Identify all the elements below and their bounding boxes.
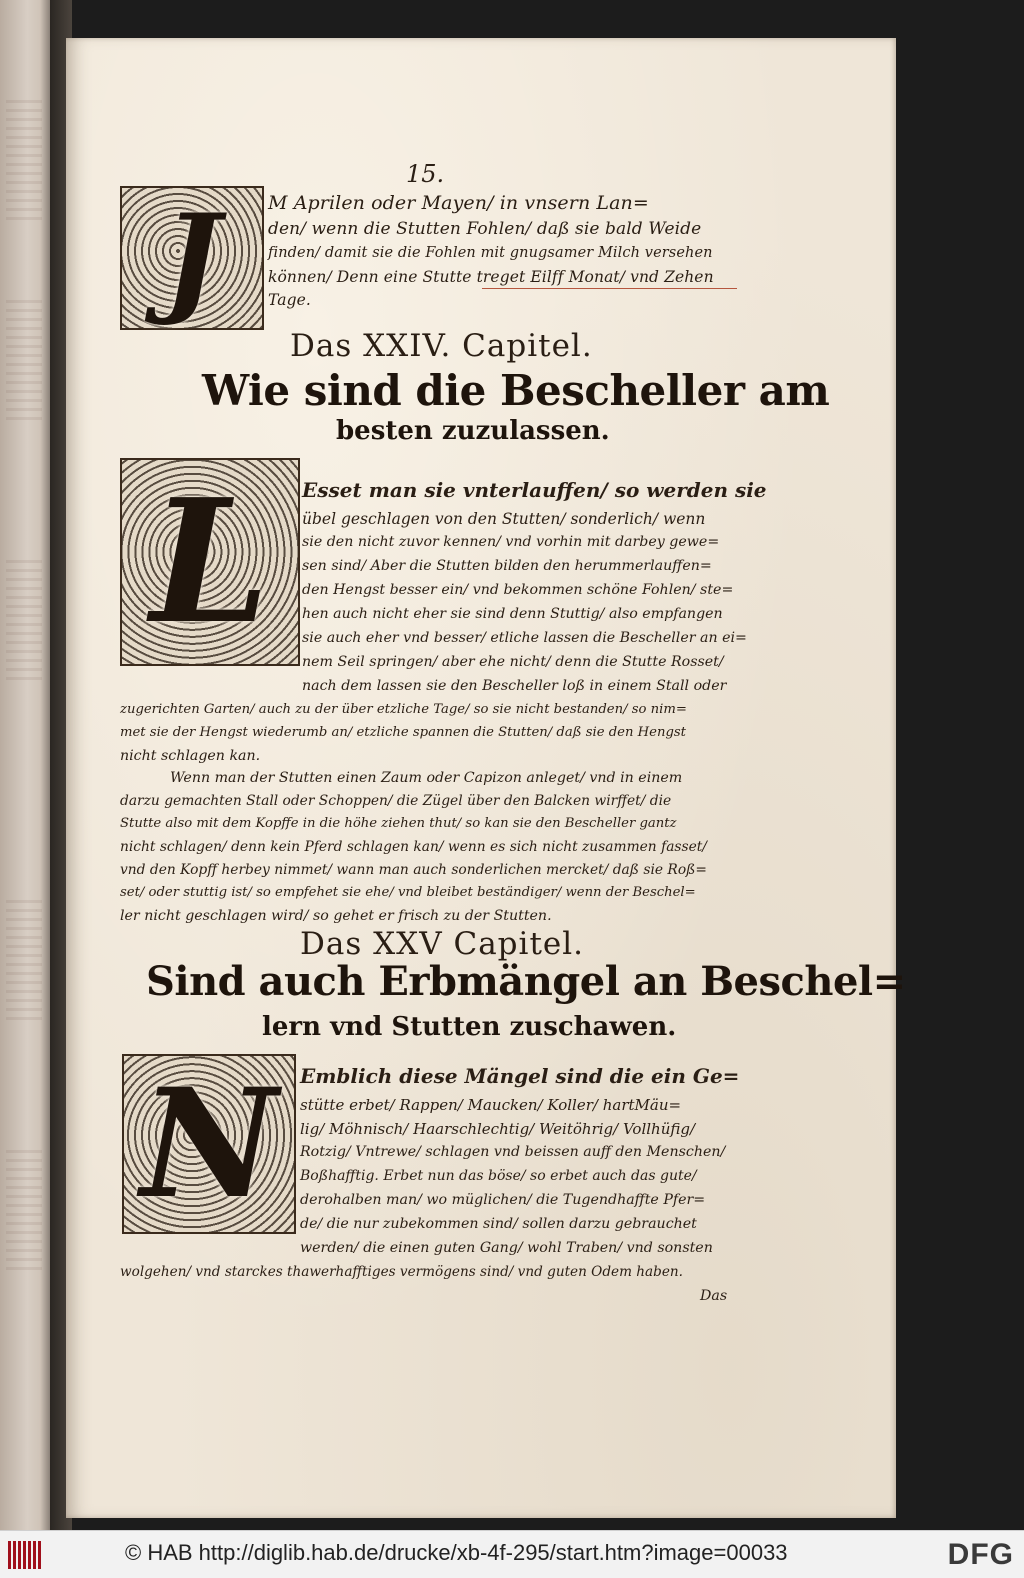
- bleed-through-text: [6, 560, 42, 680]
- chapter24-line: nach dem lassen sie den Bescheller loß in einem Stall oder: [302, 678, 727, 694]
- chapter25-line: de/ die nur zubekommen sind/ sollen darzu gebrauchet: [300, 1216, 697, 1232]
- previous-page-edge: [0, 0, 50, 1530]
- chapter24-line: darzu gemachten Stall oder Schoppen/ die Zügel über den Balcken wirffet/ die: [120, 793, 672, 809]
- chapter25-line: Boßhafftig. Erbet nun das böse/ so erbet auch das gute/: [300, 1168, 697, 1184]
- bleed-through-text: [6, 300, 42, 420]
- chapter25-line: wolgehen/ vnd starckes thawerhafftiges vermögens sind/ vnd guten Odem haben.: [120, 1264, 683, 1280]
- page-number: 15.: [406, 160, 445, 188]
- chapter24-line: sie auch eher vnd besser/ etliche lassen die Bescheller an ei=: [302, 630, 747, 646]
- chapter25-line: werden/ die einen guten Gang/ wohl Traben/ vnd sonsten: [300, 1240, 713, 1256]
- chapter25-line: stütte erbet/ Rappen/ Maucken/ Koller/ hartMäu=: [300, 1096, 682, 1114]
- chapter25-line: Emblich diese Mängel sind die ein Ge=: [300, 1064, 740, 1088]
- chapter25-line: Rotzig/ Vntrewe/ schlagen vnd beissen auff den Menschen/: [300, 1144, 726, 1160]
- chapter24-line: hen auch nicht eher sie sind denn Stuttig/ also empfangen: [302, 606, 723, 622]
- chapter25-line: derohalben man/ wo müglichen/ die Tugendhaffte Pfer=: [300, 1192, 706, 1208]
- hab-logo-icon: [8, 1541, 44, 1569]
- chapter-title: Sind auch Erbmängel an Beschel=: [146, 958, 906, 1005]
- chapter-title: besten zuzulassen.: [336, 416, 610, 446]
- catchword: Das: [700, 1288, 728, 1304]
- chapter-title: Wie sind die Bescheller am: [202, 366, 830, 415]
- chapter-title: lern vnd Stutten zuschawen.: [262, 1012, 677, 1042]
- chapter24-line: Wenn man der Stutten einen Zaum oder Capizon anleget/ vnd in einem: [170, 770, 683, 786]
- bleed-through-text: [6, 100, 42, 220]
- source-credit-link[interactable]: © HAB http://diglib.hab.de/drucke/xb-4f-295/start.htm?image=00033: [125, 1540, 788, 1565]
- bleed-through-text: [6, 1150, 42, 1270]
- initial-letter: J: [163, 187, 221, 329]
- chapter-number: Das XXV Capitel.: [300, 926, 585, 962]
- initial-letter: L: [150, 462, 270, 662]
- chapter24-line: vnd den Kopff herbey nimmet/ wann man auch sonderlichen mercket/ daß sie Roß=: [120, 862, 707, 878]
- bleed-through-text: [6, 900, 42, 1020]
- section1-line: können/ Denn eine Stutte treget Eilff Monat/ vnd Zehen: [268, 268, 714, 286]
- red-underline: [482, 268, 737, 289]
- section1-line: finden/ damit sie die Fohlen mit gnugsamer Milch versehen: [268, 245, 713, 261]
- chapter24-line: nicht schlagen kan.: [120, 748, 261, 764]
- section1-line: Tage.: [268, 291, 311, 309]
- dfg-logo: DFG: [947, 1538, 1014, 1571]
- decorated-initial: [122, 1054, 296, 1234]
- chapter25-line: lig/ Möhnisch/ Haarschlechtig/ Weitöhrig/ Vollhüfig/: [300, 1120, 696, 1138]
- chapter24-line: ler nicht geschlagen wird/ so gehet er frisch zu der Stutten.: [120, 908, 552, 924]
- chapter24-line: Esset man sie vnterlauffen/ so werden sie: [302, 478, 767, 502]
- chapter24-line: übel geschlagen von den Stutten/ sonderlich/ wenn: [302, 510, 706, 528]
- chapter-number: Das XXIV. Capitel.: [290, 328, 593, 364]
- chapter24-line: met sie der Hengst wiederumb an/ etzliche spannen die Stutten/ daß sie den Hengst: [120, 725, 686, 740]
- viewer-footer: [0, 1530, 1024, 1578]
- chapter24-line: sen sind/ Aber die Stutten bilden den herummerlauffen=: [302, 558, 712, 574]
- chapter24-line: zugerichten Garten/ auch zu der über etzliche Tage/ so sie nicht bestanden/ so nim=: [120, 702, 687, 717]
- chapter24-line: sie den nicht zuvor kennen/ vnd vorhin mit darbey gewe=: [302, 534, 720, 550]
- decorated-initial: [120, 458, 300, 666]
- decorated-initial: [120, 186, 264, 330]
- chapter24-line: set/ oder stuttig ist/ so empfehet sie ehe/ vnd bleibet beständiger/ wenn der Beschel=: [120, 885, 696, 900]
- initial-letter: N: [140, 1056, 278, 1232]
- section1-line: den/ wenn die Stutten Fohlen/ daß sie bald Weide: [268, 219, 702, 239]
- chapter24-line: nicht schlagen/ denn kein Pferd schlagen kan/ wenn es sich nicht zusammen fasset/: [120, 839, 707, 855]
- chapter24-line: Stutte also mit dem Kopffe in die höhe ziehen thut/ so kan sie den Bescheller gantz: [120, 816, 677, 831]
- chapter24-line: nem Seil springen/ aber ehe nicht/ denn die Stutte Rosset/: [302, 654, 724, 670]
- section1-line: M Aprilen oder Mayen/ in vnsern Lan=: [268, 192, 649, 214]
- chapter24-line: den Hengst besser ein/ vnd bekommen schöne Fohlen/ ste=: [302, 582, 734, 598]
